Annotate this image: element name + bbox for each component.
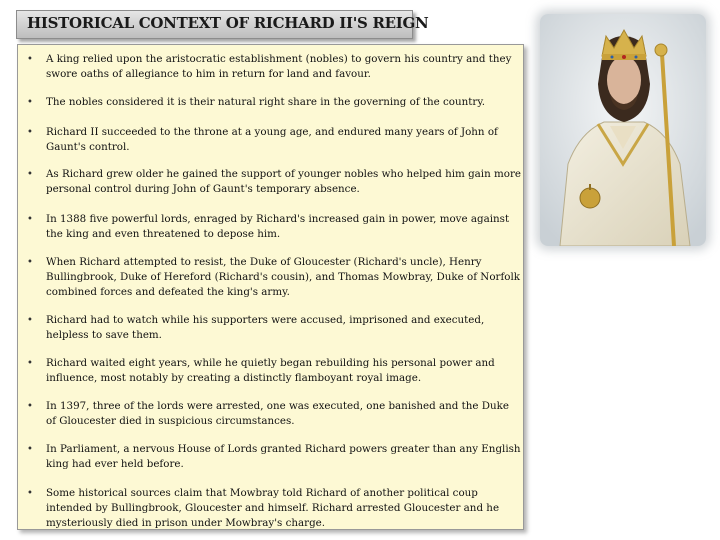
bullet-text-11: Some historical sources claim that Mowbray told Richard of another political coup intended by Bullingbrook, Gloucester and himself. Richard arrested Gloucester and he mysteriously died in prison under Mowbray's charge. bbox=[46, 487, 500, 529]
bullet-text-4: As Richard grew older he gained the support of younger nobles who helped him gain more personal control during John of Gaunt's temporary absence. bbox=[46, 168, 521, 195]
bullet-text-3: Richard II succeeded to the throne at a young age, and endured many years of John of Gaunt's control. bbox=[46, 126, 498, 153]
title-box bbox=[16, 10, 429, 39]
bullet-text-2: The nobles considered it is their natural right share in the governing of the country. bbox=[46, 96, 486, 108]
bullet-text-8: Richard waited eight years, while he quietly began rebuilding his personal power and influence, most notably by creating a distinctly flamboyant royal image. bbox=[46, 357, 495, 384]
bullet-text-9: In 1397, three of the lords were arrested, one was executed, one banished and the Duke of Gloucester died in suspicious circumstances. bbox=[46, 400, 509, 427]
bullet-text-1: A king relied upon the aristocratic establishment (nobles) to govern his country and they swore oaths of allegiance to him in return for land and favour. bbox=[46, 53, 512, 80]
bullet-marker: • bbox=[27, 488, 33, 499]
bullet-marker: • bbox=[27, 127, 33, 138]
bullet-text-10: In Parliament, a nervous House of Lords granted Richard powers greater than any English king had ever held before. bbox=[46, 443, 521, 470]
bullet-marker: • bbox=[27, 169, 33, 180]
bullet-marker: • bbox=[27, 214, 33, 225]
bullet-marker: • bbox=[27, 97, 33, 108]
bullet-marker: • bbox=[27, 54, 33, 65]
bullet-text-6: When Richard attempted to resist, the Duke of Gloucester (Richard's uncle), Henry Bullingbrook, Duke of Hereford (Richard's cousin), and Thomas Mowbray, Duke of Norfolk combined forces and defeated the king's army. bbox=[46, 256, 520, 298]
bullet-marker: • bbox=[27, 257, 33, 268]
bullet-text-5: In 1388 five powerful lords, enraged by Richard's increased gain in power, move against the king and even threatened to depose him. bbox=[46, 213, 510, 240]
bullet-marker: • bbox=[27, 315, 33, 326]
bullet-marker: • bbox=[27, 444, 33, 455]
bullet-text-7: Richard had to watch while his supporters were accused, imprisoned and executed, helpless to save them. bbox=[46, 314, 485, 341]
bullet-list-box bbox=[17, 44, 524, 530]
king-portrait-illustration bbox=[540, 14, 706, 246]
bullet-marker: • bbox=[27, 401, 33, 412]
slide-title: HISTORICAL CONTEXT OF RICHARD II'S REIGN bbox=[27, 14, 429, 32]
king-portrait-image bbox=[540, 14, 706, 246]
bullet-marker: • bbox=[27, 358, 33, 369]
